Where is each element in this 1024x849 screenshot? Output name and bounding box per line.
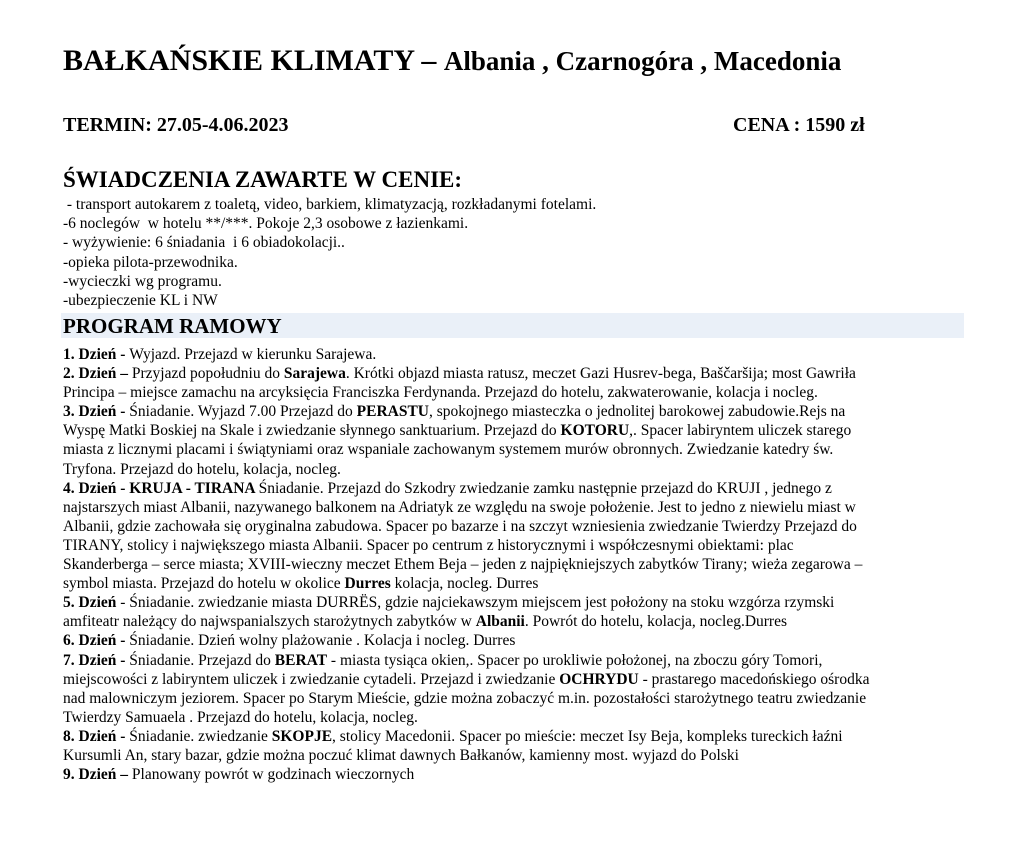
program-line [63, 670, 968, 689]
program-text: ,. Spacer labiryntem uliczek starego [629, 422, 852, 440]
program-line [63, 612, 968, 631]
program-text: Przyjazd popołudniu do [131, 365, 284, 383]
program-text: TIRANY, stolicy i największego miasta Albanii. Spacer po centrum z historycznymi i współczesnymi obiektami: plac [63, 536, 794, 554]
program-text: najstarszych miast Albanii, nazywanego balkonem na Adriatyk ze względu na swoje położenie. Jest to jedno z niewielu miast w [63, 498, 856, 516]
included-item: -6 noclegów w hotelu **/***. Pokoje 2,3 osobowe z łazienkami. [63, 215, 469, 233]
title-countries: Albania , Czarnogóra , Macedonia [443, 46, 842, 76]
program-line [63, 574, 968, 593]
program-line [63, 479, 968, 498]
program-line [63, 421, 968, 440]
program-bold-text: 4. Dzień - KRUJA - TIRANA [63, 479, 259, 497]
program-text: miasta z licznymi placami i świątyniami oraz wspaniale zachowanym systemem murów obronnych. Zwiedzanie katedry św. [63, 441, 834, 459]
program-bold-text: BERAT [274, 651, 328, 669]
program-text: . Krótki objazd miasta ratusz, meczet Gazi Husrev-bega, Baščaršija; most Gawriła [345, 365, 856, 383]
program-line [63, 364, 968, 383]
program-text: Skanderberga – serce miasta; XVIII-wieczny meczet Ethem Beja – jeden z najpiękniejszych zabytków Tirany; wieża zegarowa – [63, 556, 863, 574]
page-title [63, 44, 841, 78]
program-bold-text: 5. Dzień [63, 594, 117, 612]
program-line [63, 708, 968, 727]
included-item: -ubezpieczenie KL i NW [63, 292, 218, 310]
program-bold-text: Sarajewa [283, 365, 346, 383]
program-text: Twierdzy Samuaela . Przejazd do hotelu, kolacja, nocleg. [63, 708, 418, 726]
program-bold-text: KOTORU [560, 422, 630, 440]
program-bold-text: PERASTU [356, 403, 429, 421]
program-text: Albanii, gdzie zachowała się oryginalna zabudowa. Spacer po bazarze i na szczyt wzniesienia zwiedzanie Twierdzy Przejazd do [63, 517, 857, 535]
program-text: nad malowniczym jeziorem. Spacer po Starym Mieście, gdzie można zobaczyć m.in. pozostałości starożytnego teatru zwiedzanie [63, 689, 867, 707]
program-bold-text: 8. Dzień - [63, 727, 130, 745]
program-text: Śniadanie. zwiedzanie [129, 727, 272, 745]
program-text: Tryfona. Przejazd do hotelu, kolacja, nocleg. [63, 460, 341, 478]
program-text: , stolicy Macedonii. Spacer po mieście: meczet Isy Beja, kompleks tureckich łaźni [332, 727, 843, 745]
program-line [63, 345, 968, 364]
program-bold-text: Durres [344, 575, 391, 593]
title-main: BAŁKAŃSKIE KLIMATY [63, 44, 414, 77]
program-line [63, 402, 968, 421]
program-line [63, 631, 968, 650]
program-line [63, 593, 968, 612]
program-line [63, 383, 968, 402]
program-bold-text: 3. Dzień - [63, 403, 130, 421]
program-line [63, 440, 968, 459]
program-bold-text: 7. Dzień - [63, 651, 130, 669]
program-bold-text: 1. Dzień - [63, 346, 130, 363]
program-bold-text: Albanii [475, 613, 525, 631]
program-text: symbol miasta. Przejazd do hotelu w okolice [63, 575, 345, 593]
program-bold-text: 2. Dzień – [63, 365, 132, 383]
program-line [63, 555, 968, 574]
program-text: Wyspę Matki Boskiej na Skale i zwiedzanie słynnego sanktuarium. Przejazd do [63, 422, 561, 440]
program-bold-text: 9. Dzień – [63, 766, 132, 784]
program-text: Śniadanie. Przejazd do [129, 651, 275, 669]
included-heading: ŚWIADCZENIA ZAWARTE W CENIE: [63, 167, 463, 192]
program-text: - prastarego macedońskiego ośrodka [638, 670, 870, 688]
program-heading: PROGRAM RAMOWY [63, 314, 282, 338]
program-bold-text: SKOPJE [271, 727, 333, 745]
program-line [63, 727, 968, 746]
program-days [63, 345, 968, 784]
program-line [63, 746, 968, 765]
program-text: Śniadanie. Dzień wolny plażowanie . Kolacja i nocleg. Durres [129, 632, 516, 650]
program-text: miejscowości z labiryntem uliczek i zwiedzanie cytadeli. Przejazd i zwiedzanie [63, 670, 560, 688]
title-dash: – [413, 44, 444, 77]
included-item: - wyżywienie: 6 śniadania i 6 obiadokolacji.. [63, 234, 345, 252]
program-text: . Powrót do hotelu, kolacja, nocleg.Durres [524, 613, 788, 631]
program-text: Principa – miejsce zamachu na arcyksięcia Franciszka Ferdynanda. Przejazd do hotelu, zakwaterowanie, kolacja i nocleg. [63, 384, 818, 402]
trip-price: CENA : 1590 zł [733, 114, 865, 136]
program-line [63, 498, 968, 517]
included-item: - transport autokarem z toaletą, video, barkiem, klimatyzacją, rozkładanymi fotelami. [63, 196, 597, 213]
trip-dates: TERMIN: 27.05-4.06.2023 [63, 114, 289, 136]
included-list [63, 195, 596, 310]
program-bold-text: 6. Dzień - [63, 632, 130, 650]
program-text: Śniadanie. Przejazd do Szkodry zwiedzanie zamku następnie przejazd do KRUJI , jednego z [258, 479, 832, 497]
program-line [63, 765, 968, 784]
program-line [63, 517, 968, 536]
program-line [63, 460, 968, 479]
program-line [63, 689, 968, 708]
program-text: - miasta tysiąca okien,. Spacer po urokliwie położonej, na zboczu góry Tomori, [327, 651, 823, 669]
program-text: - Śniadanie. zwiedzanie miasta DURRËS, gdzie najciekawszym miejscem jest położony na stoku wzgórza rzymski [116, 594, 835, 612]
included-item: -opieka pilota-przewodnika. [63, 253, 238, 271]
program-text: Planowany powrót w godzinach wieczornych [131, 766, 415, 784]
program-text: , spokojnego miasteczka o jednolitej barokowej zabudowie.Rejs na [429, 403, 846, 421]
program-bold-text: OCHRYDU [559, 670, 639, 688]
program-text: Wyjazd. Przejazd w kierunku Sarajewa. [129, 346, 377, 363]
program-text: amfiteatr należący do najwspanialszych starożytnych zabytków w [63, 613, 476, 631]
program-text: Kursumli An, stary bazar, gdzie można poczuć klimat dawnych Bałkanów, kamienny most. wyjazd do Polski [63, 746, 739, 764]
program-text: Śniadanie. Wyjazd 7.00 Przejazd do [129, 403, 357, 421]
included-item: -wycieczki wg programu. [63, 272, 222, 290]
program-line [63, 651, 968, 670]
program-text: kolacja, nocleg. Durres [390, 575, 539, 593]
program-line [63, 536, 968, 555]
